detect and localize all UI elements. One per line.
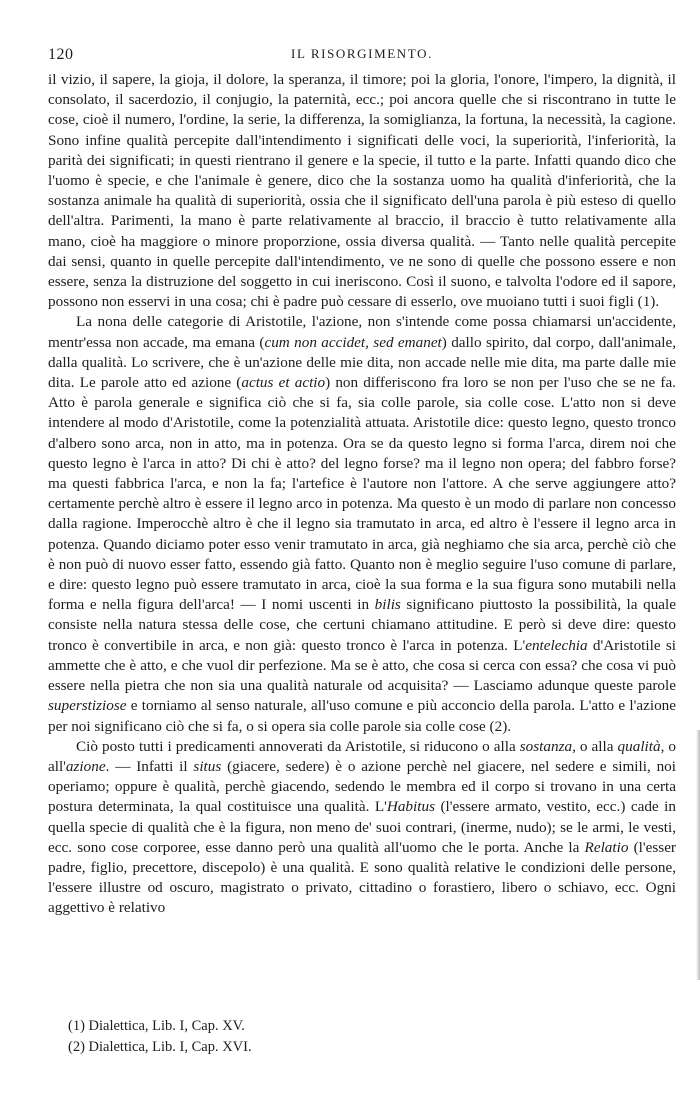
page-number: 120 <box>48 46 74 63</box>
page-header <box>48 44 676 68</box>
text-run: d'Aristotile si ammette che è atto, e che vuol dir perfezione. Ma se è atto, che cosa si cerca con essa? che cosa vi può essere nella pietra che non sia una qualità naturale od acquisita? — Lasciamo adunque queste parole <box>48 636 676 695</box>
italic-phrase: Relatio <box>584 838 629 856</box>
paragraph-1 <box>48 70 676 312</box>
italic-phrase: bilis <box>374 596 401 614</box>
text-run: , o all' <box>48 737 677 775</box>
text-run: ) dallo spirito, dal corpo, dall'animale, dalla qualità. Lo scrivere, che è un'azione delle mie dita, non accade nelle mie dita, ma parte dalle mie dita. Le parole atto ed azione ( <box>48 333 676 392</box>
italic-phrase: superstiziose <box>48 697 127 715</box>
running-head: IL RISORGIMENTO. <box>291 46 433 61</box>
paragraph-3 <box>48 737 676 919</box>
footnote-1: (1) Dialettica, Lib. I, Cap. XV. <box>68 1018 245 1034</box>
text-run: (l'essere armato, vestito, ecc.) cade in quella specie di qualità che è la figura, non meno de' suoi contrari, (inerme, nudo); se le armi, le vesti, ecc. sono cose corporee, esse danno però una qualità all'uomo che le porta. Anche la <box>48 798 676 856</box>
text-run: (giacere, sedere) è o azione perchè nel giacere, nel sedere e simili, noi operiamo; oppure è qualità, perchè giacendo, sedendo le membra ed il corpo si trovano in una certa postura determinata, la qual costituisce una qualità. L' <box>48 757 676 816</box>
text-run: significano piuttosto la possibilità, la quale consiste nella natura stessa delle cose, che certuni chiamano attitudine. E però si deve dire: questo tronco è convertibile in arca, e non già: questo tronco è l'arca in potenza. L' <box>48 596 676 654</box>
italic-phrase: qualità <box>617 737 661 755</box>
italic-phrase: Habitus <box>386 798 435 816</box>
text-run: . — Infatti il <box>105 757 194 775</box>
text-run: ) non differiscono fra loro se non per l'uso che se ne fa. Atto è parola generale e significa ciò che si fa, sia colle parole, sia colle cose. L'atto non si deve intendere al modo d'Aristotile, come la potenzialità attuata. Aristotile dice: questo legno, questo tronco d'albero sono arca, non in atto, ma in potenza. Ora se da questo legno si forma l'arca, direm noi che questo legno è l'arca in atto? Di chi è atto? del legno forse? ma il legno non opera; del fabbro forse? ma questi fabbrica l'arca, e non la fa; l'artefice è l'autore non l'attore. A che serve aggiungere atto? certamente perchè altro è essere il legno arco in potenza. Ma questo è un modo di parlare non concesso dalla ragione. Imperocchè altro è che il legno sia tramutato in arca, ed altro è l'essere il legno arca in potenza. Quando diciamo poter esso venir tramutato in arca, già neghiamo che sia arca, perchè ciò che è non può di nuovo esser fatto, essendo già fatto. Quanto non è meglio seguire l'uso comune di parlare, e dire: questo legno può essere tramutato in arca, cioè la sua forma e la sua figura sono mutabili nella forma e nella figura dell'arca! — I nomi uscenti in <box>48 374 676 614</box>
paragraph-2 <box>48 312 676 736</box>
text-run: e torniamo al senso naturale, all'uso comune e più acconcio della parola. L'atto e l'azione per noi significano ciò che si fa, o si opera sia colle parole sia colle cose (2). <box>48 697 676 735</box>
text-run: , o alla <box>572 737 618 755</box>
text-run: il vizio, il sapere, la gioja, il dolore, la speranza, il timore; poi la gloria, l'onore, l'impero, la dignità, il consolato, il sacerdozio, il conjugio, la paternità, ecc.; poi ancora quelle che si riscontrano in tutte le cose, cioè il numero, l'ordine, la serie, la differenza, la somiglianza, la fortuna, la necessità, la cagione. Sono infine qualità percepite dall'intendimento i significati delle voci, la superiorità, l'inferiorità, la parità dei significati; in questi rientrano il genere e la specie, il tutto e la parte. Infatti quando dico che l'uomo è specie, e che l'animale è genere, dico che la sostanza uomo ha qualità d'inferiorità, che la sostanza animale ha qualità di superiorità, ossia che il significato dell'una parola è più esteso di quello dell'altra. Parimenti, la mano è parte relativamente al braccio, il braccio è tutto relativamente alla mano, cioè ha maggiore o minore proporzione, ossia diversa qualità. — Tanto nelle qualità percepite dai sensi, quanto in quelle percepite dall'intendimento, ve ne sono di quelle che possono essere e non essere, senza la distruzione del soggetto in cui ineriscono. Così il suono, e talvolta l'odore ed il sapore, possono non esservi in una cosa; chi è padre può cessare di esserlo, ove muoiano tutti i suoi figli (1). <box>48 71 676 311</box>
italic-phrase: azione <box>65 757 106 775</box>
footnotes <box>68 1016 252 1058</box>
text-run: La nona delle categorie di Aristotile, l'azione, non s'intende come possa chiamarsi un'accidente, mentr'essa non accade, ma emana ( <box>48 313 676 351</box>
body-text <box>48 70 676 919</box>
italic-phrase: sostanza <box>519 737 573 755</box>
text-run: (l'esser padre, figlio, precettore, discepolo) è una qualità. E sono qualità relative le condizioni delle persone, l'essere illustre od oscuro, magistrato o privato, cittadino o forastiero, libero o schiavo, ecc. Ogni aggettivo è relativo <box>48 838 676 917</box>
footnote-2: (2) Dialettica, Lib. I, Cap. XVI. <box>68 1039 252 1055</box>
italic-phrase: actus et actio <box>241 374 326 392</box>
italic-phrase: situs <box>193 757 222 775</box>
italic-phrase: entelechia <box>525 636 588 654</box>
italic-phrase: cum non accidet, sed emanet <box>264 333 442 351</box>
text-run: Ciò posto tutti i predicamenti annoverati da Aristotile, si riducono o alla <box>76 737 520 755</box>
page-edge-shadow <box>696 730 700 980</box>
